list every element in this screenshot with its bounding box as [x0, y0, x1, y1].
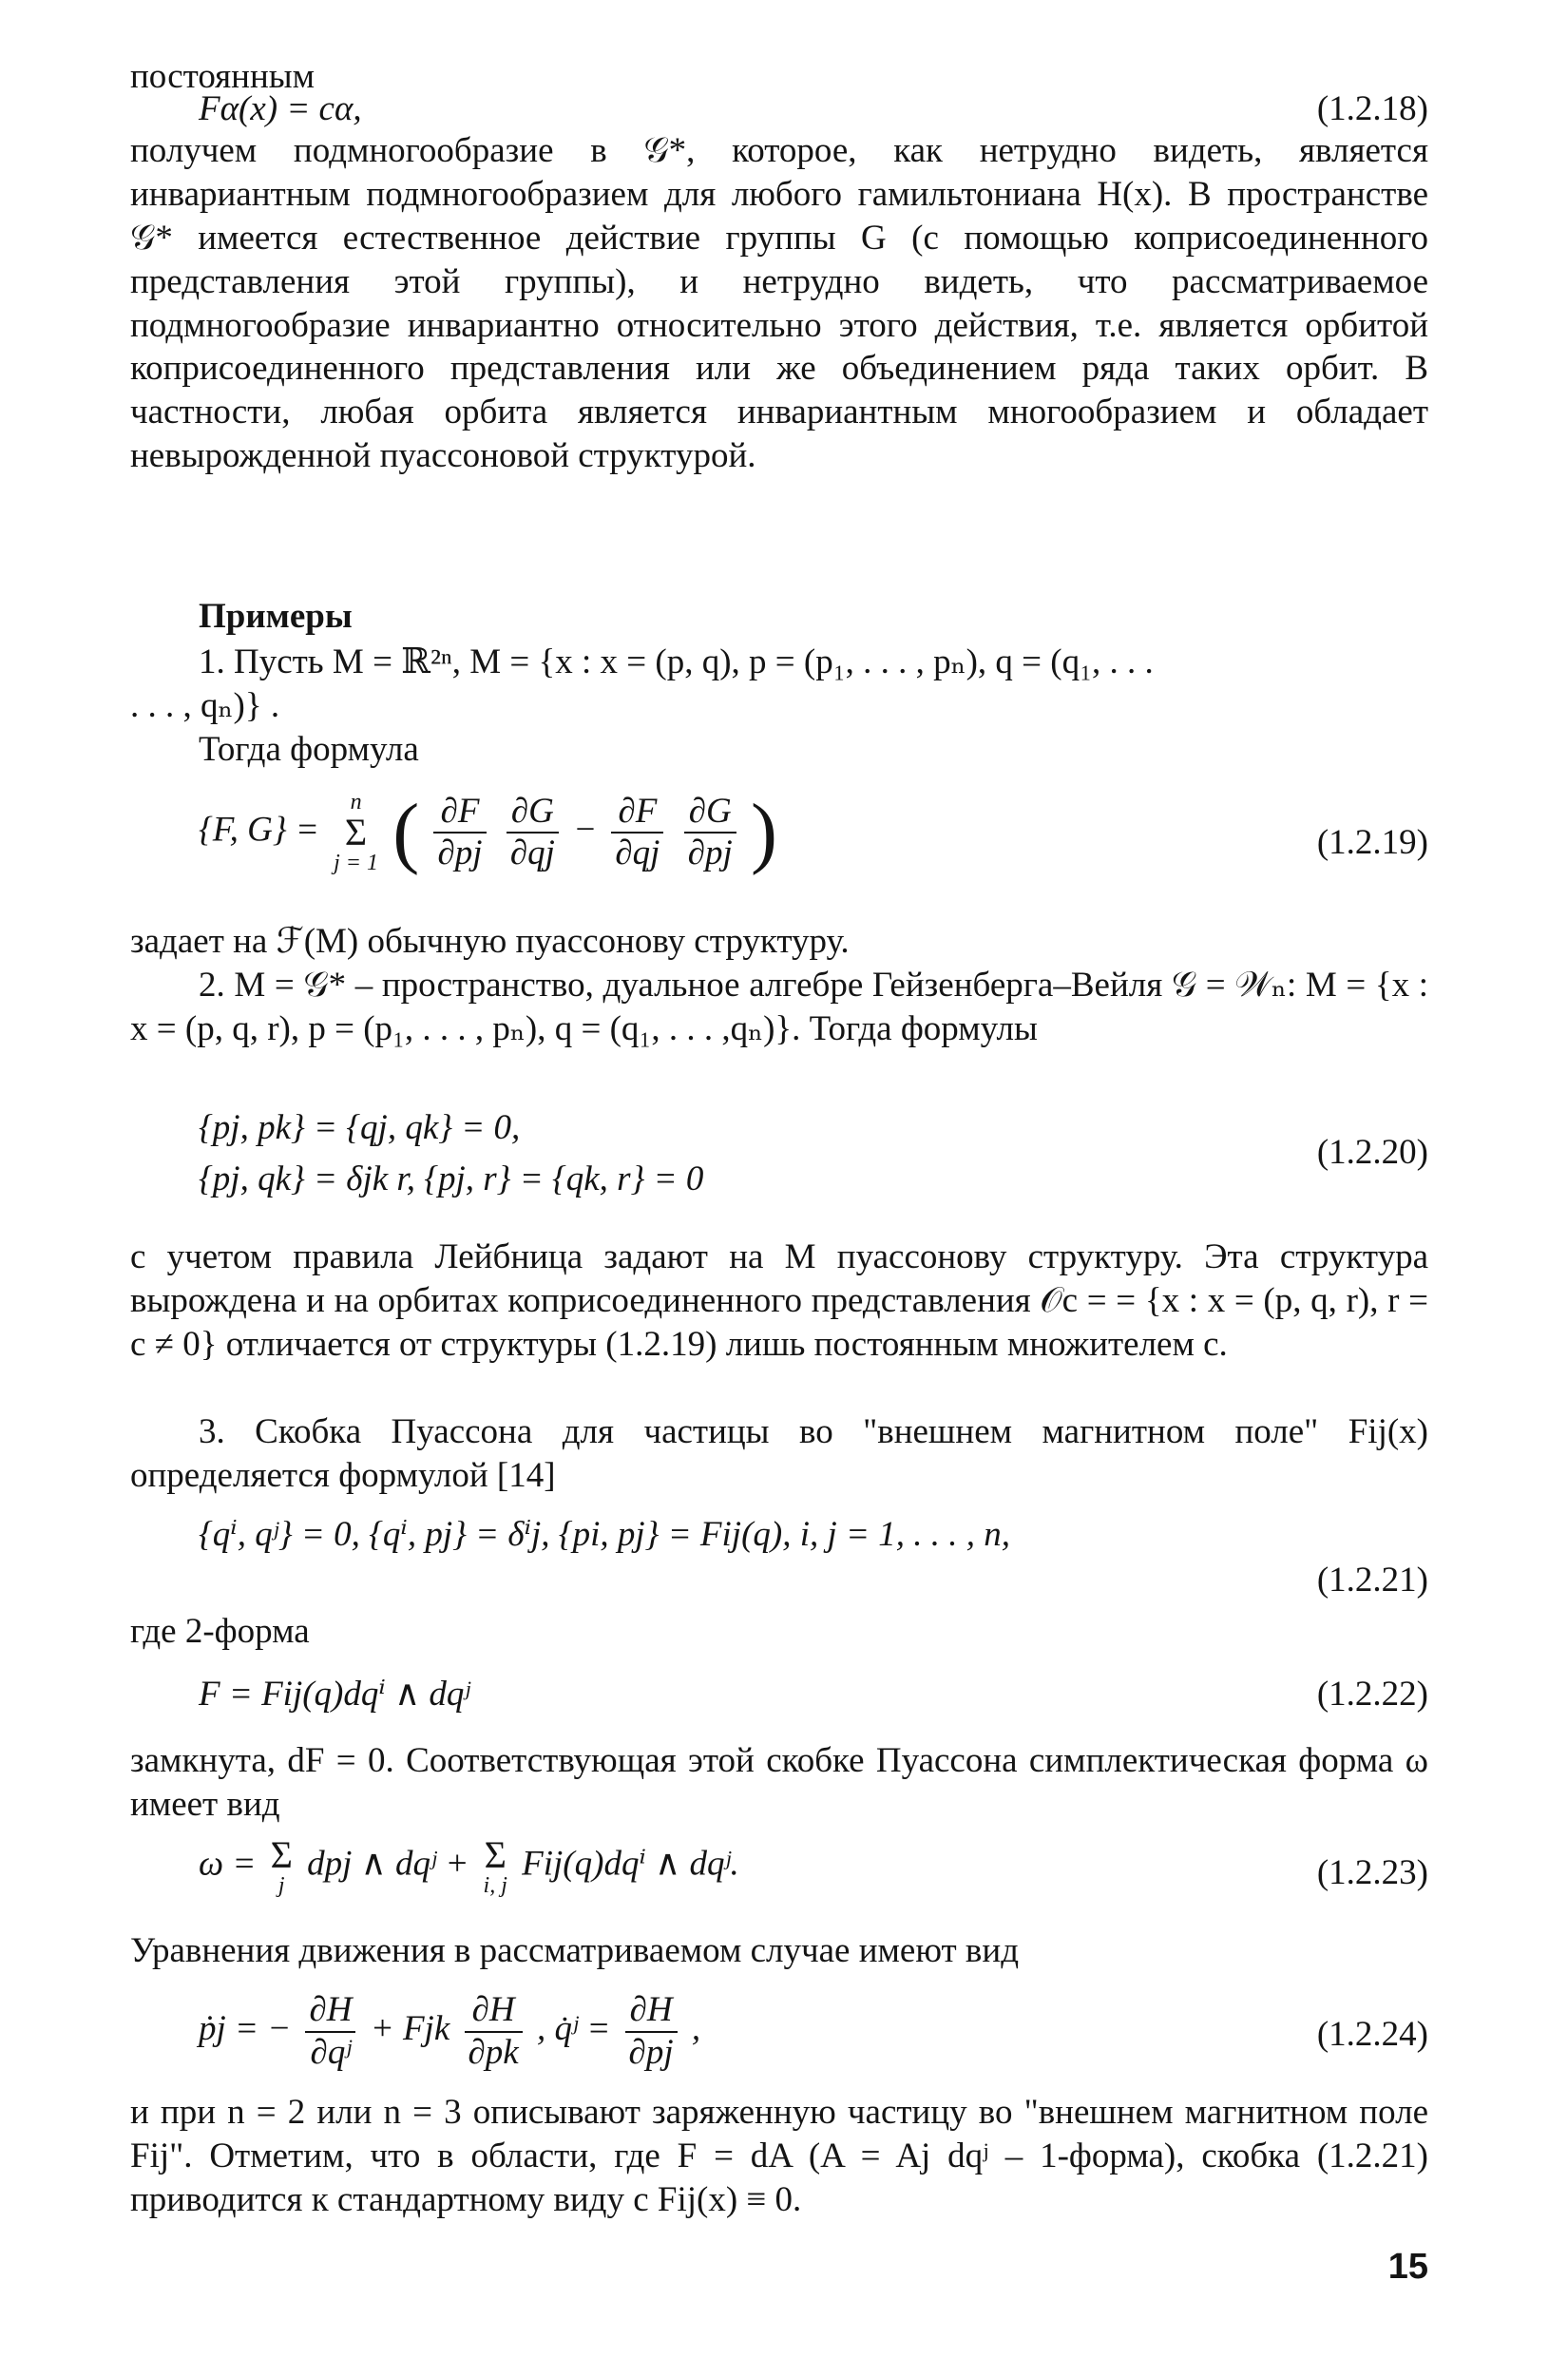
- eq24-frac-2-num: ∂H: [465, 1990, 523, 2033]
- paragraph-closed-form: замкнута, dF = 0. Соответствующая этой скобке Пуассона симплектическая форма ω имеет вид: [130, 1741, 1428, 1824]
- equation-number-1-2-24: (1.2.24): [1316, 2015, 1428, 2054]
- example-3-paragraph: 3. Скобка Пуассона для частицы во "внешнем магнитном поле" Fij(x) определяется формулой [14]: [130, 1412, 1428, 1495]
- eq19-frac-2-den: ∂qj: [509, 834, 555, 873]
- equation-1-2-20-line-1: {pj, pk} = {qj, qk} = 0,: [199, 1108, 521, 1147]
- eq19-frac-3: [611, 792, 663, 874]
- paragraph-degenerate-structure: с учетом правила Лейбница задают на M пуассонову структуру. Эта структура вырождена и на орбитах коприсоединенного представления 𝒪c = = {x : x = (p, q, r), r = c ≠ 0} отличается от структуры (1.2.19) лишь постоянным множителем c.: [130, 1237, 1428, 1364]
- equation-1-2-20-line-2: {pj, qk} = δjk r, {pj, r} = {qk, r} = 0: [199, 1159, 704, 1198]
- eq23-sum-2: [483, 1833, 507, 1898]
- eq19-frac-1-num: ∂F: [433, 792, 486, 834]
- equation-1-2-22: F = Fij(q)dqⁱ ∧ dqʲ: [199, 1675, 470, 1714]
- eq23-term-2: Fij(q)dqⁱ ∧ dqʲ.: [522, 1844, 739, 1884]
- eq19-frac-4: [684, 792, 736, 874]
- eq24-mid-2: , q̇ʲ =: [536, 2009, 611, 2049]
- eq24-frac-3: [625, 1990, 678, 2073]
- eq23-sum-1-lower: j: [277, 1873, 285, 1898]
- equation-number-1-2-22: (1.2.22): [1316, 1675, 1428, 1714]
- equation-number-1-2-20: (1.2.20): [1316, 1133, 1428, 1172]
- section-heading-examples: Примеры: [199, 597, 353, 636]
- eq19-frac-4-num: ∂G: [684, 792, 736, 834]
- eq24-frac-1-num: ∂H: [305, 1990, 355, 2033]
- example-1-line-2: . . . , qₙ)} .: [130, 686, 280, 725]
- eq24-lhs: ṗj = −: [199, 2009, 292, 2049]
- eq19-sum-upper: n: [350, 790, 362, 815]
- eq19-lhs: {F, G} =: [199, 810, 319, 850]
- eq24-frac-3-num: ∂H: [625, 1990, 678, 2033]
- eq24-tail: ,: [691, 2009, 701, 2049]
- after-eq-1-2-19: задает на ℱ(M) обычную пуассонову структуру.: [130, 922, 850, 961]
- eq24-mid: + Fjk: [370, 2009, 450, 2049]
- intro-line: постоянным: [130, 57, 316, 96]
- eq24-frac-2: [465, 1990, 523, 2073]
- eq24-frac-2-den: ∂pk: [468, 2032, 519, 2072]
- eq23-omega: ω =: [199, 1844, 257, 1884]
- equation-number-1-2-18: (1.2.18): [1316, 89, 1428, 128]
- eq24-frac-1-den: ∂qʲ: [310, 2032, 352, 2072]
- where-2-form: где 2-форма: [130, 1612, 310, 1651]
- eq19-frac-3-num: ∂F: [611, 792, 663, 834]
- eq19-frac-2: [507, 792, 559, 874]
- eq23-sum-2-lower: i, j: [483, 1873, 507, 1898]
- paragraph-invariant-submanifold: получем подмногообразие в 𝒢*, которое, как нетрудно видеть, является инвариантным подмногообразием для любого гамильтониана H(x). В пространстве 𝒢* имеется естественное действие группы G (с помощью коприсоединенного представления этой группы), и нетрудно видеть, что рассматриваемое подмногообразие инвариантно относительно этого действия, т.е. является орбитой коприсоединенного представления или же объединением ряда таких орбит. В частности, любая орбита является инвариантным многообразием и обладает невырожденной пуассоновой структурой.: [130, 131, 1428, 476]
- equation-1-2-23: [199, 1833, 739, 1898]
- eq23-term-1: dpj ∧ dqʲ +: [307, 1844, 469, 1884]
- eq19-frac-1: [433, 792, 486, 874]
- example-2-paragraph: 2. M = 𝒢* – пространство, дуальное алгебре Гейзенберга–Вейля 𝒢 = 𝒲ₙ: M = {x : x = (p, q, r), p = (p₁, . . . , pₙ), q = (q₁, . . . ,qₙ)}. Тогда формулы: [130, 966, 1428, 1048]
- eq23-sum-2-sign: Σ: [484, 1833, 507, 1876]
- example-1-then-formula: Тогда формула: [199, 730, 419, 769]
- eq23-sum-1-sign: Σ: [270, 1833, 293, 1876]
- eq19-sum-sign: Σ: [344, 811, 368, 854]
- equation-1-2-21: {qⁱ, qʲ} = 0, {qⁱ, pj} = δⁱj, {pi, pj} = Fij(q), i, j = 1, . . . , n,: [199, 1515, 1010, 1554]
- eq19-minus: −: [573, 810, 598, 850]
- eq24-frac-1: [305, 1990, 355, 2073]
- eq19-sum-lower: j = 1: [334, 851, 378, 876]
- example-1-line-1: 1. Пусть M = ℝ²ⁿ, M = {x : x = (p, q), p = (p₁, . . . , pₙ), q = (q₁, . . .: [199, 642, 1154, 681]
- equation-1-2-18: Fα(x) = cα,: [199, 89, 362, 128]
- eq23-sum-1: [270, 1833, 293, 1898]
- eq19-frac-1-den: ∂pj: [437, 834, 483, 873]
- paragraph-charged-particle: и при n = 2 или n = 3 описывают заряженную частицу во "внешнем магнитном поле Fij". Отметим, что в области, где F = dA (A = Aj dqʲ – 1-форма), скобка (1.2.21) приводится к стандартному виду с Fij(x) ≡ 0.: [130, 2093, 1428, 2219]
- equations-of-motion-line: Уравнения движения в рассматриваемом случае имеют вид: [130, 1931, 1020, 1970]
- equation-1-2-19: [199, 783, 777, 882]
- eq19-frac-2-num: ∂G: [507, 792, 559, 834]
- eq24-frac-3-den: ∂pj: [628, 2032, 674, 2072]
- page-number: 15: [1387, 2247, 1428, 2287]
- equation-number-1-2-23: (1.2.23): [1316, 1853, 1428, 1892]
- equation-number-1-2-21: (1.2.21): [1316, 1561, 1428, 1600]
- equation-1-2-24: [199, 1990, 700, 2073]
- equation-number-1-2-19: (1.2.19): [1316, 823, 1428, 862]
- eq19-frac-4-den: ∂pj: [687, 834, 733, 873]
- eq19-right-paren: ): [751, 788, 777, 876]
- eq19-left-paren: (: [392, 788, 420, 876]
- eq19-frac-3-den: ∂qj: [615, 834, 660, 873]
- eq19-sum: [334, 791, 378, 874]
